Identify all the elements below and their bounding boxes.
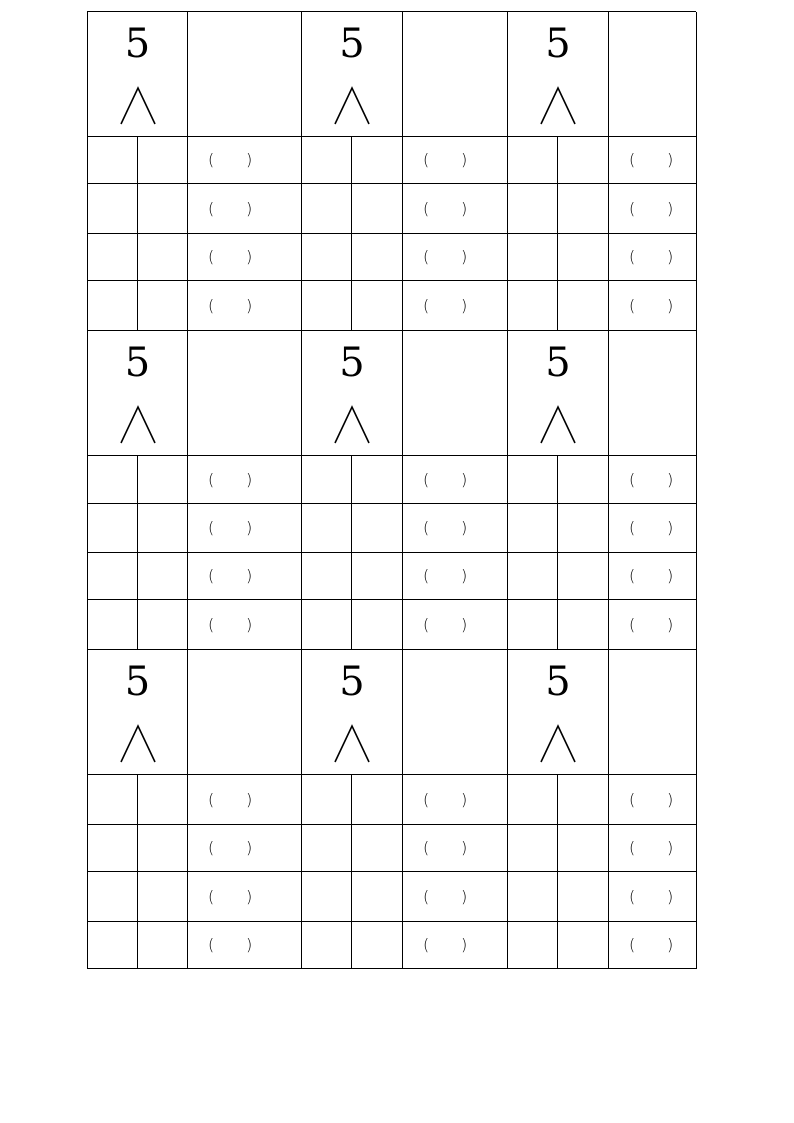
number-bond-header — [302, 331, 403, 456]
answer-header-blank — [188, 12, 302, 137]
open-paren: ( — [208, 838, 215, 857]
part-left-blank[interactable] — [88, 234, 138, 281]
part-right-blank[interactable] — [558, 922, 609, 969]
part-left-blank[interactable] — [508, 137, 558, 184]
answer-parentheses[interactable] — [609, 922, 697, 969]
part-right-blank[interactable] — [558, 504, 609, 553]
part-left-blank[interactable] — [508, 456, 558, 504]
close-paren: ) — [667, 838, 674, 857]
close-paren: ) — [667, 295, 674, 315]
close-paren: ) — [246, 469, 253, 489]
part-left-blank[interactable] — [508, 184, 558, 234]
part-left-blank[interactable] — [88, 456, 138, 504]
part-right-blank[interactable] — [138, 922, 188, 969]
number-bond-split-icon — [120, 724, 156, 764]
part-left-blank[interactable] — [508, 872, 558, 922]
part-right-blank[interactable] — [352, 553, 403, 600]
answer-parentheses[interactable] — [403, 184, 508, 234]
answer-parentheses[interactable] — [403, 775, 508, 825]
open-paren: ( — [629, 789, 636, 809]
open-paren: ( — [423, 150, 430, 169]
open-paren: ( — [423, 935, 430, 954]
part-left-blank[interactable] — [88, 872, 138, 922]
open-paren: ( — [208, 614, 215, 634]
close-paren: ) — [461, 295, 468, 315]
part-left-blank[interactable] — [302, 600, 352, 650]
close-paren: ) — [667, 566, 674, 585]
part-left-blank[interactable] — [508, 553, 558, 600]
answer-parentheses[interactable] — [188, 137, 302, 184]
part-right-blank[interactable] — [352, 456, 403, 504]
answer-parentheses[interactable] — [403, 504, 508, 553]
part-left-blank[interactable] — [508, 504, 558, 553]
open-paren: ( — [208, 935, 215, 954]
answer-parentheses[interactable] — [403, 234, 508, 281]
part-left-blank[interactable] — [508, 775, 558, 825]
part-left-blank[interactable] — [302, 504, 352, 553]
open-paren: ( — [629, 247, 636, 266]
answer-parentheses[interactable] — [188, 281, 302, 331]
close-paren: ) — [667, 614, 674, 634]
answer-header-blank — [609, 650, 697, 775]
part-left-blank[interactable] — [302, 922, 352, 969]
answer-parentheses[interactable] — [609, 456, 697, 504]
close-paren: ) — [246, 789, 253, 809]
number-bond-header — [302, 12, 403, 137]
open-paren: ( — [629, 518, 636, 537]
number-bond-worksheet — [87, 11, 696, 969]
open-paren: ( — [629, 886, 636, 906]
bond-total: 5 — [124, 659, 151, 705]
answer-parentheses[interactable] — [609, 825, 697, 872]
answer-parentheses[interactable] — [188, 775, 302, 825]
bond-total: 5 — [339, 340, 365, 386]
close-paren: ) — [246, 838, 253, 857]
number-bond-header — [508, 12, 609, 137]
close-paren: ) — [246, 295, 253, 315]
part-left-blank[interactable] — [302, 281, 352, 331]
open-paren: ( — [423, 886, 430, 906]
answer-parentheses[interactable] — [403, 456, 508, 504]
answer-parentheses[interactable] — [609, 234, 697, 281]
part-left-blank[interactable] — [302, 234, 352, 281]
answer-parentheses[interactable] — [188, 456, 302, 504]
close-paren: ) — [667, 935, 674, 954]
close-paren: ) — [461, 566, 468, 585]
part-right-blank[interactable] — [352, 234, 403, 281]
part-right-blank[interactable] — [558, 234, 609, 281]
close-paren: ) — [246, 935, 253, 954]
part-right-blank[interactable] — [138, 504, 188, 553]
part-right-blank[interactable] — [558, 137, 609, 184]
answer-header-blank — [188, 650, 302, 775]
answer-parentheses[interactable] — [609, 504, 697, 553]
answer-parentheses[interactable] — [609, 872, 697, 922]
number-bond-split-icon — [120, 405, 156, 445]
part-right-blank[interactable] — [138, 553, 188, 600]
answer-header-blank — [403, 12, 508, 137]
answer-parentheses[interactable] — [609, 281, 697, 331]
bond-total: 5 — [339, 21, 365, 67]
number-bond-header — [88, 331, 188, 456]
part-right-blank[interactable] — [352, 825, 403, 872]
close-paren: ) — [461, 469, 468, 489]
open-paren: ( — [208, 198, 215, 218]
close-paren: ) — [461, 935, 468, 954]
open-paren: ( — [208, 789, 215, 809]
answer-header-blank — [403, 331, 508, 456]
number-bond-split-icon — [334, 405, 370, 445]
open-paren: ( — [208, 518, 215, 537]
close-paren: ) — [246, 150, 253, 169]
answer-parentheses[interactable] — [403, 137, 508, 184]
close-paren: ) — [667, 198, 674, 218]
open-paren: ( — [423, 838, 430, 857]
close-paren: ) — [667, 469, 674, 489]
part-right-blank[interactable] — [558, 184, 609, 234]
close-paren: ) — [461, 614, 468, 634]
bond-total: 5 — [124, 340, 151, 386]
part-left-blank[interactable] — [88, 137, 138, 184]
part-right-blank[interactable] — [138, 872, 188, 922]
part-right-blank[interactable] — [558, 456, 609, 504]
part-left-blank[interactable] — [302, 456, 352, 504]
bond-total: 5 — [545, 340, 571, 386]
open-paren: ( — [208, 295, 215, 315]
close-paren: ) — [461, 838, 468, 857]
bond-total: 5 — [339, 659, 365, 705]
answer-header-blank — [403, 650, 508, 775]
open-paren: ( — [629, 469, 636, 489]
close-paren: ) — [667, 789, 674, 809]
answer-parentheses[interactable] — [403, 872, 508, 922]
number-bond-header — [88, 12, 188, 137]
answer-parentheses[interactable] — [188, 872, 302, 922]
part-right-blank[interactable] — [558, 775, 609, 825]
part-right-blank[interactable] — [352, 600, 403, 650]
close-paren: ) — [461, 789, 468, 809]
open-paren: ( — [423, 247, 430, 266]
part-left-blank[interactable] — [302, 775, 352, 825]
part-right-blank[interactable] — [352, 922, 403, 969]
open-paren: ( — [208, 566, 215, 585]
answer-parentheses[interactable] — [188, 600, 302, 650]
number-bond-split-icon — [334, 86, 370, 126]
open-paren: ( — [629, 935, 636, 954]
part-right-blank[interactable] — [138, 234, 188, 281]
open-paren: ( — [423, 789, 430, 809]
close-paren: ) — [246, 518, 253, 537]
answer-parentheses[interactable] — [403, 922, 508, 969]
part-right-blank[interactable] — [558, 825, 609, 872]
open-paren: ( — [629, 198, 636, 218]
part-left-blank[interactable] — [88, 281, 138, 331]
part-right-blank[interactable] — [352, 137, 403, 184]
part-left-blank[interactable] — [302, 825, 352, 872]
part-right-blank[interactable] — [138, 281, 188, 331]
close-paren: ) — [461, 518, 468, 537]
part-left-blank[interactable] — [508, 922, 558, 969]
part-right-blank[interactable] — [558, 281, 609, 331]
open-paren: ( — [423, 518, 430, 537]
answer-parentheses[interactable] — [188, 922, 302, 969]
part-left-blank[interactable] — [302, 184, 352, 234]
part-right-blank[interactable] — [352, 281, 403, 331]
part-left-blank[interactable] — [88, 825, 138, 872]
part-left-blank[interactable] — [508, 234, 558, 281]
part-right-blank[interactable] — [138, 775, 188, 825]
answer-parentheses[interactable] — [609, 600, 697, 650]
bond-total: 5 — [545, 21, 571, 67]
close-paren: ) — [461, 150, 468, 169]
part-right-blank[interactable] — [558, 600, 609, 650]
close-paren: ) — [246, 614, 253, 634]
part-right-blank[interactable] — [352, 504, 403, 553]
open-paren: ( — [423, 295, 430, 315]
answer-parentheses[interactable] — [403, 281, 508, 331]
part-left-blank[interactable] — [508, 600, 558, 650]
close-paren: ) — [246, 247, 253, 266]
part-right-blank[interactable] — [138, 456, 188, 504]
part-right-blank[interactable] — [138, 600, 188, 650]
answer-parentheses[interactable] — [188, 234, 302, 281]
part-left-blank[interactable] — [302, 872, 352, 922]
part-right-blank[interactable] — [352, 775, 403, 825]
open-paren: ( — [208, 886, 215, 906]
close-paren: ) — [461, 886, 468, 906]
open-paren: ( — [629, 150, 636, 169]
answer-parentheses[interactable] — [609, 775, 697, 825]
answer-header-blank — [609, 331, 697, 456]
answer-parentheses[interactable] — [403, 600, 508, 650]
number-bond-split-icon — [540, 724, 576, 764]
part-left-blank[interactable] — [88, 922, 138, 969]
part-right-blank[interactable] — [138, 184, 188, 234]
number-bond-header — [508, 650, 609, 775]
number-bond-header — [302, 650, 403, 775]
part-left-blank[interactable] — [88, 184, 138, 234]
part-right-blank[interactable] — [558, 553, 609, 600]
number-bond-split-icon — [334, 724, 370, 764]
part-right-blank[interactable] — [138, 825, 188, 872]
answer-header-blank — [609, 12, 697, 137]
answer-parentheses[interactable] — [188, 553, 302, 600]
answer-header-blank — [188, 331, 302, 456]
answer-parentheses[interactable] — [609, 137, 697, 184]
close-paren: ) — [246, 886, 253, 906]
close-paren: ) — [667, 886, 674, 906]
close-paren: ) — [461, 198, 468, 218]
part-right-blank[interactable] — [352, 872, 403, 922]
open-paren: ( — [629, 614, 636, 634]
open-paren: ( — [208, 469, 215, 489]
answer-parentheses[interactable] — [188, 184, 302, 234]
open-paren: ( — [423, 198, 430, 218]
number-bond-split-icon — [540, 86, 576, 126]
bond-total: 5 — [545, 659, 571, 705]
open-paren: ( — [629, 566, 636, 585]
answer-parentheses[interactable] — [188, 825, 302, 872]
close-paren: ) — [246, 198, 253, 218]
part-left-blank[interactable] — [302, 553, 352, 600]
open-paren: ( — [208, 150, 215, 169]
number-bond-split-icon — [120, 86, 156, 126]
open-paren: ( — [629, 838, 636, 857]
answer-parentheses[interactable] — [403, 553, 508, 600]
part-right-blank[interactable] — [138, 137, 188, 184]
number-bond-header — [508, 331, 609, 456]
open-paren: ( — [423, 614, 430, 634]
open-paren: ( — [423, 469, 430, 489]
close-paren: ) — [667, 150, 674, 169]
open-paren: ( — [629, 295, 636, 315]
open-paren: ( — [423, 566, 430, 585]
number-bond-split-icon — [540, 405, 576, 445]
answer-parentheses[interactable] — [609, 553, 697, 600]
part-left-blank[interactable] — [508, 281, 558, 331]
answer-parentheses[interactable] — [403, 825, 508, 872]
close-paren: ) — [461, 247, 468, 266]
part-right-blank[interactable] — [558, 872, 609, 922]
answer-parentheses[interactable] — [188, 504, 302, 553]
open-paren: ( — [208, 247, 215, 266]
number-bond-header — [88, 650, 188, 775]
answer-parentheses[interactable] — [609, 184, 697, 234]
part-left-blank[interactable] — [88, 504, 138, 553]
part-left-blank[interactable] — [88, 553, 138, 600]
part-left-blank[interactable] — [302, 137, 352, 184]
close-paren: ) — [667, 247, 674, 266]
close-paren: ) — [667, 518, 674, 537]
close-paren: ) — [246, 566, 253, 585]
part-left-blank[interactable] — [88, 600, 138, 650]
part-left-blank[interactable] — [88, 775, 138, 825]
part-right-blank[interactable] — [352, 184, 403, 234]
part-left-blank[interactable] — [508, 825, 558, 872]
bond-total: 5 — [124, 21, 151, 67]
